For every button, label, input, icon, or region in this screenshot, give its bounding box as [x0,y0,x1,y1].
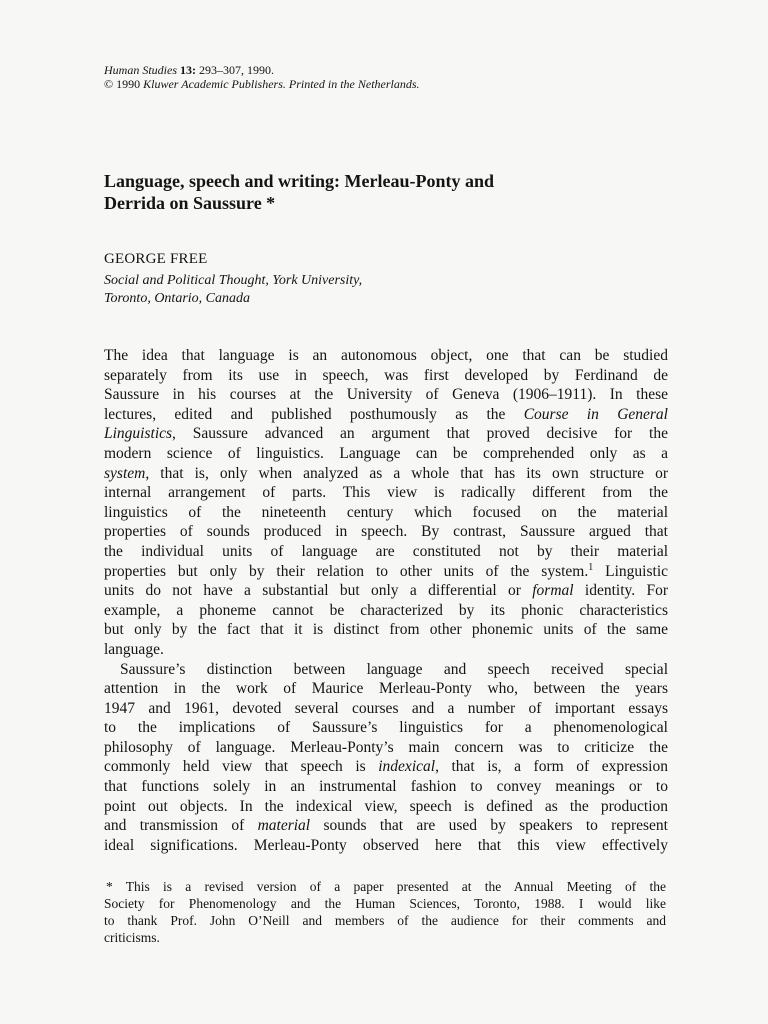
body-line [104,405,668,425]
author-affiliation [104,272,664,307]
body-text-run: , that is, a form of expression [435,758,668,776]
body-text-run: properties but only by their relation to other units of the system. [104,562,589,580]
body-line [104,581,668,601]
journal-pages-year: 293–307, 1990. [196,63,274,77]
title-line-2: Derrida on Saussure * [104,193,276,213]
body-line: philosophy of language. Merleau-Ponty’s main concern was to criticize the [104,738,668,756]
body-line [104,816,668,836]
body-line: Saussure’s distinction between language and speech received special [120,660,668,678]
body-line: separately from its use in speech, was first developed by Ferdinand de [104,366,668,384]
book-title-italic: Course in General [523,405,668,423]
body-text-run: lectures, edited and published posthumously as the [104,405,524,423]
article-title [104,170,664,214]
copyright-prefix: © 1990 [104,76,144,91]
affiliation-line-1: Social and Political Thought, York University, [104,273,363,288]
emphasis-italic: formal [532,582,574,600]
body-line: 1947 and 1961, devoted several courses and a number of important essays [104,699,668,717]
body-line: properties of sounds produced in speech. By contrast, Saussure argued that [104,523,668,541]
body-line [104,562,668,582]
affiliation-line-2: Toronto, Ontario, Canada [104,290,250,306]
title-line-1: Language, speech and writing: Merleau-Ponty and [104,171,495,191]
emphasis-italic: indexical [378,758,436,776]
body-line: Saussure in his courses at the University of Geneva (1906–1911). In these [104,386,668,404]
body-text [104,346,668,855]
body-text-run: and transmission of [104,817,258,835]
body-line: but only by the fact that it is distinct from other phonemic units of the same [104,621,668,639]
footnote-line: to thank Prof. John O’Neill and members of the audience for their comments and [104,913,666,928]
body-line: the individual units of language are constituted not by their material [104,542,668,560]
author-name: GEORGE FREE [104,251,208,267]
footnote-line: Society for Phenomenology and the Human Sciences, Toronto, 1988. I would like [104,896,666,911]
emphasis-italic: system [104,464,146,482]
body-line: language. [104,640,164,658]
publisher-line: Kluwer Academic Publishers. Printed in the Netherlands. [143,76,420,91]
body-line: to the implications of Saussure’s linguistics for a phenomenological [104,719,668,737]
body-text-run: , that is, only when analyzed as a whole that has its own structure or [145,464,668,482]
body-line: point out objects. In the indexical view, speech is defined as the production [104,797,668,815]
body-line [104,464,668,484]
body-text-run: sounds that are used by speakers to represent [310,817,668,835]
body-line: modern science of linguistics. Language can be comprehended only as a [104,444,668,462]
journal-citation [104,64,664,91]
body-line: example, a phoneme cannot be characterized by its phonic characteristics [104,601,668,619]
book-title-italic: Linguistics [104,425,173,443]
body-line: ideal significations. Merleau-Ponty observed here that this view effectively [104,836,668,854]
journal-volume: 13: [180,63,196,77]
body-text-run: commonly held view that speech is [104,758,379,776]
body-text-run: , Saussure advanced an argument that proved decisive for the [172,425,668,443]
footnote-line: * This is a revised version of a paper presented at the Annual Meeting of the [106,879,666,894]
body-text-run: units do not have a substantial but only a differential or [104,582,533,600]
body-line: internal arrangement of parts. This view is radically different from the [104,484,668,502]
body-text-run: identity. For [573,582,668,600]
footnote-reference: 1 [588,561,594,573]
copyright-line [104,78,664,92]
footnote [104,878,666,946]
body-line [104,424,668,444]
body-line [104,757,668,777]
body-line: that functions solely in an instrumental fashion to convey meanings or to [104,778,668,796]
body-text-run: Linguistic [593,562,668,580]
body-line: The idea that language is an autonomous object, one that can be studied [104,347,668,364]
body-line: linguistics of the nineteenth century which focused on the material [104,503,668,521]
citation-line [104,64,664,78]
body-line: attention in the work of Maurice Merleau-Ponty who, between the years [104,680,668,698]
journal-name: Human Studies [104,63,177,77]
emphasis-italic: material [257,817,311,835]
footnote-line: criticisms. [104,930,160,945]
